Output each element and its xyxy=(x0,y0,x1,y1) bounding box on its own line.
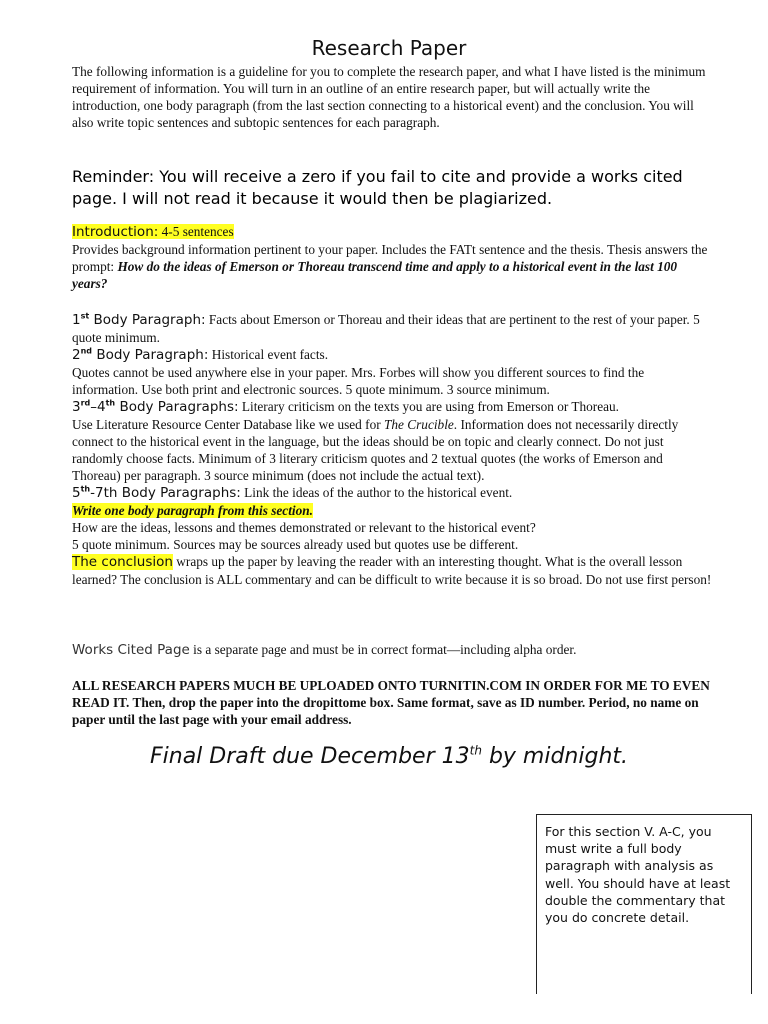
body34-detail-a: Use Literature Resource Center Database like we used for xyxy=(72,417,381,432)
body57-text: Link the ideas of the author to the historical event. xyxy=(244,485,513,500)
book-title: The Crucible xyxy=(383,417,454,432)
upload-instructions xyxy=(72,677,712,728)
body34-dash: –4 xyxy=(90,399,106,415)
introduction-prompt: How do the ideas of Emerson or Thoreau transcend time and apply to a historical event in the last 100 years? xyxy=(72,259,678,291)
conclusion-section xyxy=(72,553,712,588)
body57-label: -7th Body Paragraphs: xyxy=(90,485,241,501)
body-sections xyxy=(72,311,712,588)
body2-number: 2 xyxy=(72,347,81,363)
introduction-label: Introduction: xyxy=(72,224,159,240)
conclusion-text: wraps up the paper by leaving the reader with an interesting thought. What is the overall lesson learned? The conclusion is ALL commentary and can be difficult to write because it is so broad. Do not use first person! xyxy=(72,554,712,587)
introduction-highlight xyxy=(72,224,234,239)
body57-number: 5 xyxy=(72,485,81,501)
final-draft-suffix: th xyxy=(469,743,482,758)
body1-label: Body Paragraph: xyxy=(93,312,206,328)
works-cited-text: is a separate page and must be in correct format—including alpha order. xyxy=(193,642,577,657)
upload-caps: ALL RESEARCH PAPERS MUCH BE UPLOADED ONTO TURNITIN.COM IN ORDER FOR ME TO EVEN READ IT. xyxy=(72,678,710,710)
body2-detail: Quotes cannot be used anywhere else in your paper. Mrs. Forbes will show you different sources to find the information. Use both print and electronic sources. 5 quote minimum. 3 source minimum. xyxy=(72,365,645,397)
body1-suffix: st xyxy=(80,311,90,321)
section-note-box: For this section V. A-C, you must write a full body paragraph with analysis as well. You should have at least double the commentary that you do concrete detail. xyxy=(536,814,752,994)
final-draft-text: Final Draft due December 13 xyxy=(149,744,470,769)
works-cited-label: Works Cited Page xyxy=(72,642,190,658)
body34-detail-b: . Information does not necessarily directly connect to the historical event in the language, but the ideas should be on topic and clearly connect. Do not just randomly choose facts. Minimum of 3 literary criticism quotes and 2 textual quotes (the works of Emerson and Thoreau) per paragraph. 3 source minimum (does not include the actual text). xyxy=(72,417,679,483)
final-draft-end: by midnight. xyxy=(488,744,629,769)
body57-detail: 5 quote minimum. Sources may be sources already used but quotes use be different. xyxy=(72,537,519,552)
intro-paragraph: The following information is a guideline for you to complete the research paper, and what I have listed is the minimum requirement of information. You will turn in an outline of an entire research paper, but will actually write the introduction, one body paragraph (from the last section connecting to a historical event) and the conclusion. You will also write topic sentences and subtopic sentences for each paragraph. xyxy=(72,64,706,130)
body2-label: Body Paragraph: xyxy=(96,347,209,363)
body2-suffix: nd xyxy=(80,346,93,356)
body-paragraph-2 xyxy=(72,346,712,398)
body1-text: Facts about Emerson or Thoreau and their ideas that are pertinent to the rest of your paper. 5 quote minimum. xyxy=(72,312,700,345)
body57-question: How are the ideas, lessons and themes demonstrated or relevant to the historical event? xyxy=(72,520,536,535)
page-title: Research Paper xyxy=(311,36,467,60)
body1-number: 1 xyxy=(72,312,81,328)
final-draft-deadline xyxy=(0,744,768,769)
body57-instruction: Write one body paragraph from this section. xyxy=(72,503,313,518)
body34-number: 3 xyxy=(72,399,81,415)
introduction-section xyxy=(72,223,712,292)
body34-suffix-1: rd xyxy=(80,398,91,408)
body-paragraph-3-4 xyxy=(72,398,712,484)
body2-text: Historical event facts. xyxy=(211,347,329,362)
reminder-text: Reminder: You will receive a zero if you fail to cite and provide a works cited page. I will not read it because it would then be plagiarized. xyxy=(72,167,683,208)
body34-label: Body Paragraphs: xyxy=(119,399,239,415)
body34-suffix-2: th xyxy=(105,398,116,408)
body-paragraph-5-7 xyxy=(72,484,712,553)
body-paragraph-1 xyxy=(72,311,712,346)
body34-text: Literary criticism on the texts you are using from Emerson or Thoreau. xyxy=(241,399,620,414)
introduction-text: Provides background information pertinent to your paper. Includes the FATt sentence and the thesis. Thesis answers the prompt: xyxy=(72,242,708,274)
conclusion-label: The conclusion xyxy=(72,554,173,570)
works-cited-section xyxy=(72,641,712,659)
upload-rest: Then, drop the paper into the dropittome box. Same format, save as ID number. Period, no name on paper until the last page with your email address. xyxy=(72,695,699,727)
introduction-count: 4-5 sentences xyxy=(161,224,234,239)
body57-suffix: th xyxy=(80,484,91,494)
